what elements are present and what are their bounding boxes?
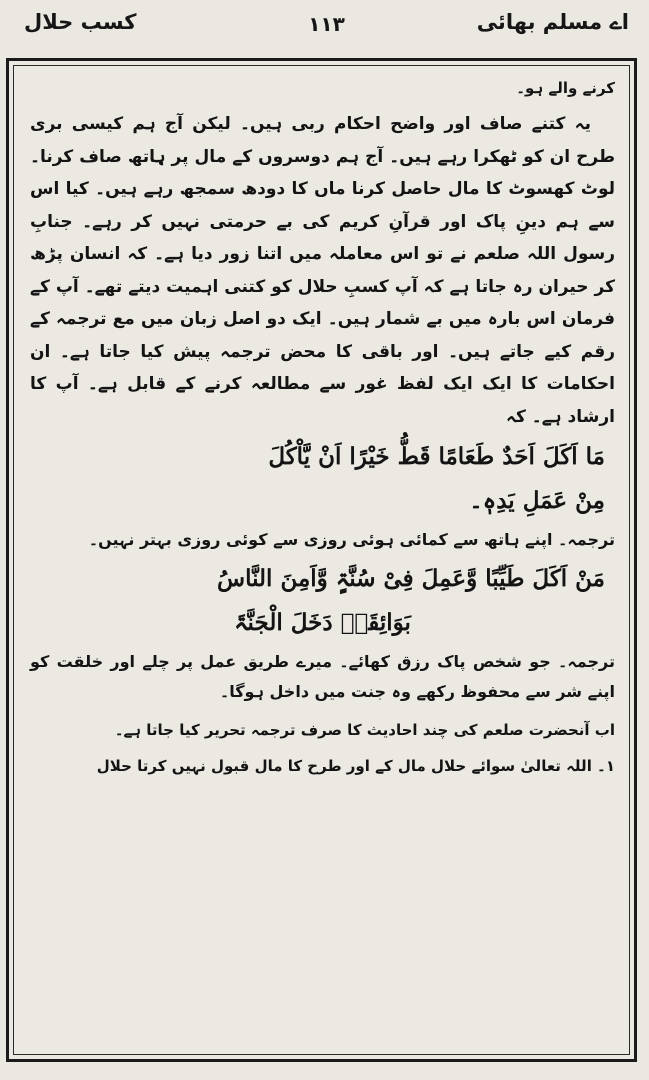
page-border xyxy=(6,58,637,1062)
hadith-2-arabic-line-2: بَوَائِقَہٗ دَخَلَ الْجَنَّۃَ xyxy=(234,609,411,636)
main-paragraph: یہ کتنے صاف اور واضح احکام ربی ہیں۔ لیکن آج ہم کیسی بری طرح ان کو ٹھکرا رہے ہیں۔ آج ہم دوسروں کے مال پر ہاتھ صاف کرنا۔ لوٹ کھسوٹ کا مال حاصل کرنا ماں کا دودھ سمجھ رہے ہیں۔ کیا اس سے ہم دینِ پاک اور قرآنِ کریم کی بے حرمتی نہیں کر رہے۔ جنابِ رسول اللہ صلعم نے تو اس معاملہ میں اتنا زور دیا ہے۔ کہ انسان پڑھ کر حیران رہ جاتا ہے کہ آپ کسبِ حلال کو کتنی اہمیت دیتے تھے۔ آپ کے فرمان اس بارہ میں بے شمار ہیں۔ ایک دو اصل زبان میں مع ترجمہ کے رقم کیے جاتے ہیں۔ اور باقی کا محض ترجمہ پیش کیا جاتا ہے۔ ان احکامات کا ایک ایک لفظ غور سے مطالعہ کرنے کے قابل ہے۔ آپ کا ارشاد ہے۔ کہ xyxy=(30,114,615,427)
book-title: اے مسلم بھائی xyxy=(476,10,629,34)
hadith-1-arabic-line-2: مِنْ عَمَلِ یَدِہٖ۔ xyxy=(469,487,605,514)
intro-line: کرنے والے ہو۔ xyxy=(516,79,615,97)
numbered-item-1: ۱۔ اللہ تعالیٰ سوائے حلال مال کے اور طرح کا مال قبول نہیں کرتا حلال xyxy=(96,757,615,775)
hadith-1-arabic-line-1: مَا اَکَلَ اَحَدٌ طَعَامًا قَطُّ خَیْرًا اَنْ یَّاْکُلَ xyxy=(268,443,605,470)
running-header xyxy=(24,6,629,46)
hadith-2-arabic-line-1: مَنْ اَکَلَ طَیِّبًا وَّعَمِلَ فِیْ سُنَّۃٍ وَّاَمِنَ النَّاسُ xyxy=(217,565,605,592)
hadith-1-translation: ترجمہ۔ اپنے ہاتھ سے کمائی ہوئی روزی سے کوئی روزی بہتر نہیں۔ xyxy=(88,530,615,549)
page-content xyxy=(30,74,615,1046)
page-number: ۱۱۳ xyxy=(308,12,345,36)
transition-note: اب آنحضرت صلعم کی چند احادیث کا صرف ترجمہ تحریر کیا جاتا ہے۔ xyxy=(114,721,615,739)
hadith-2-translation: ترجمہ۔ جو شخص پاک رزق کھائے۔ میرے طریق عمل پر چلے اور خلقت کو اپنے شر سے محفوظ رکھے وہ جنت میں داخل ہوگا۔ xyxy=(30,652,615,701)
chapter-title: کسب حلال xyxy=(24,10,137,34)
page-border-inner xyxy=(13,65,630,1055)
